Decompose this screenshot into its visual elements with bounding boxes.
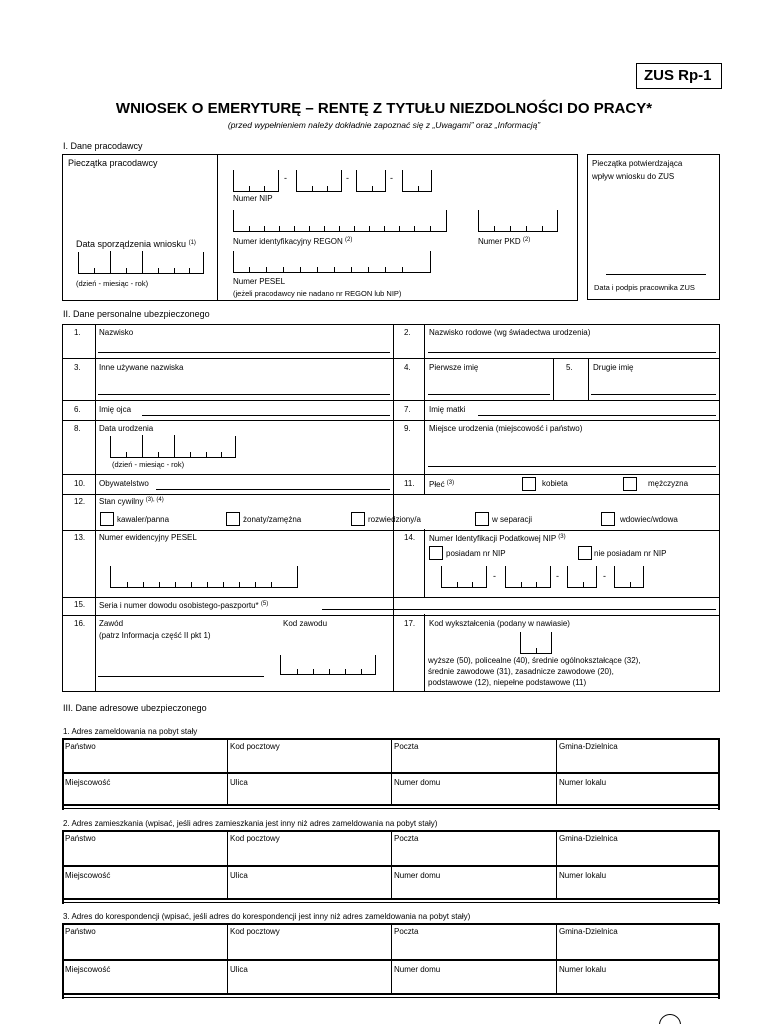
addr2-country-label: Państwo [65,834,96,843]
f12-label-text: Stan cywilny [99,497,144,506]
f4-num: 4. [404,363,411,372]
employer-nip-comb-1[interactable] [233,170,279,192]
f8-format: (dzień - miesiąc - rok) [112,460,185,469]
row-line [62,615,720,616]
addr2-city-label: Miejscowość [65,871,111,880]
checkbox-no-nip[interactable] [578,546,592,560]
row-line [62,597,720,598]
employer-nip-comb-3[interactable] [356,170,386,192]
addr1-title: 1. Adres zameldowania na pobyt stały [63,727,198,736]
label-male: mężczyzna [648,479,689,488]
label-separated: w separacji [492,515,533,524]
f10-label: Obywatelstwo [99,479,149,488]
checkbox-female[interactable] [522,477,536,491]
addr3-post-label: Poczta [394,927,419,936]
address-block-2 [62,830,720,904]
f1-num: 1. [74,328,81,337]
insured-nip-comb-2[interactable] [505,566,551,588]
f2-label: Nazwisko rodowe (wg świadectwa urodzenia) [429,328,591,337]
f6-input-line[interactable] [142,415,390,416]
birth-date-comb[interactable] [110,436,236,458]
zus-sign-line [606,274,706,275]
f15-note: (5) [260,601,269,607]
f8-label: Data urodzenia [99,424,154,433]
zus-stamp-label-1: Pieczątka potwierdzająca [592,159,683,168]
page-corner-circle [659,1014,681,1024]
f15-mask [394,598,425,614]
pkd-label-text: Numer PKD [478,237,521,246]
addr1-street-label: Ulica [230,778,248,787]
addr1-flat-label: Numer lokalu [559,778,607,787]
f10-num: 10. [74,479,86,488]
f13-num: 13. [74,533,86,542]
f4-input-line[interactable] [428,394,550,395]
f13-label: Numer ewidencyjny PESEL [99,533,197,542]
section1-heading: I. Dane pracodawcy [63,141,143,151]
checkbox-separated[interactable] [475,512,489,526]
f17-line2: średnie zawodowe (31), zasadnicze zawodowe (20), [428,667,614,676]
f11-label [429,480,454,489]
addr2-post-label: Poczta [394,834,419,843]
checkbox-male[interactable] [623,477,637,491]
f5-num: 5. [566,363,573,372]
employer-pesel-label: Numer PESEL [233,277,286,286]
addr1-gmina-label: Gmina-Dzielnica [559,742,618,751]
addr3-flat-label: Numer lokalu [559,965,607,974]
addr3-city-label: Miejscowość [65,965,111,974]
f1-label: Nazwisko [99,328,134,337]
addr1-country-label: Państwo [65,742,96,751]
checkbox-widowed[interactable] [601,512,615,526]
row-line [62,420,720,421]
f17-num: 17. [404,619,416,628]
f9-num: 9. [404,424,411,433]
f11-label-text: Płeć [429,480,445,489]
row-line [62,358,720,359]
addr2-gmina-label: Gmina-Dzielnica [559,834,618,843]
label-no-nip: nie posiadam nr NIP [594,549,667,558]
insured-nip-comb-3[interactable] [567,566,597,588]
f2-input-line[interactable] [428,352,716,353]
insured-nip-comb-1[interactable] [441,566,487,588]
education-code-comb[interactable] [520,632,552,654]
nip-dash: - [556,571,559,581]
addr2-street-label: Ulica [230,871,248,880]
row-line [62,530,720,531]
request-date-format: (dzień - miesiąc - rok) [76,279,149,288]
f16-code-label: Kod zawodu [283,619,328,628]
addr3-house-label: Numer domu [394,965,441,974]
addr1-house-label: Numer domu [394,778,441,787]
employer-nip-comb-2[interactable] [296,170,342,192]
f16-num: 16. [74,619,86,628]
regon-note: (2) [345,237,353,243]
f5-label: Drugie imię [593,363,634,372]
f11-num: 11. [404,479,415,488]
page-title: WNIOSEK O EMERYTURĘ – RENTĘ Z TYTUŁU NIEZDOLNOŚCI DO PRACY* [115,100,653,117]
pkd-note: (2) [522,237,531,243]
label-divorced: rozwiedziony/a [368,515,421,524]
section2-heading: II. Dane personalne ubezpieczonego [63,309,210,319]
addr2-postal-label: Kod pocztowy [230,834,280,843]
f16-label: Zawód [99,619,124,628]
checkbox-divorced[interactable] [351,512,365,526]
form-code: ZUS Rp-1 [644,67,712,84]
f5-num-divider [588,358,589,400]
nip-dash: - [493,571,496,581]
f11-note: (3) [446,480,455,486]
addr3-title: 3. Adres do korespondencji (wpisać, jeśli adres do korespondencji jest inny niż adres zameldowania na pobyt stały) [63,912,471,921]
f15-label [99,601,268,610]
f12-note: (3), (4) [145,497,164,503]
f14-label [429,534,566,543]
f15-num: 15. [74,600,86,609]
f12-num: 12. [74,497,86,506]
nip-dash: - [603,571,606,581]
regon-comb[interactable] [233,210,447,232]
addr3-country-label: Państwo [65,927,96,936]
label-has-nip: posiadam nr NIP [446,549,506,558]
addr3-street-label: Ulica [230,965,248,974]
f7-input-line[interactable] [478,415,716,416]
addr3-gmina-label: Gmina-Dzielnica [559,927,618,936]
f7-num: 7. [404,405,411,414]
f16-sub: (patrz Informacja część II pkt 1) [99,631,211,640]
f16-input-line[interactable] [98,676,264,677]
pkd-label [478,237,530,246]
checkbox-has-nip[interactable] [429,546,443,560]
f12-label [99,497,164,506]
employer-pesel-comb[interactable] [233,251,431,273]
request-date-comb[interactable] [78,252,204,274]
f4-label: Pierwsze imię [429,363,479,372]
nip-dash: - [390,173,393,183]
employer-nip-comb-4[interactable] [402,170,432,192]
address-block-1 [62,738,720,810]
f6-num: 6. [74,405,81,414]
section3-heading: III. Dane adresowe ubezpieczonego [63,703,207,713]
employer-nip-label: Numer NIP [233,194,273,203]
f8-num: 8. [74,424,81,433]
zus-stamp-label-2: wpływ wniosku do ZUS [592,172,675,181]
nip-dash: - [346,173,349,183]
checkbox-single[interactable] [100,512,114,526]
f5-input-line[interactable] [591,394,716,395]
f3-label: Inne używane nazwiska [99,363,184,372]
addr2-title: 2. Adres zamieszkania (wpisać, jeśli adres zamieszkania jest inny niż adres zameldowania na pobyt stały) [63,819,438,828]
addr2-flat-label: Numer lokalu [559,871,607,880]
request-date-label [76,240,196,249]
addr1-postal-label: Kod pocztowy [230,742,280,751]
col-num-divider [95,324,96,692]
f14-label-text: Numer Identyfikacji Podatkowej NIP [429,534,557,543]
row-line [62,474,720,475]
f2-num: 2. [404,328,411,337]
pesel-comb[interactable] [110,566,298,588]
employer-stamp-label: Pieczątka pracodawcy [68,158,158,168]
f7-label: Imię matki [429,405,466,414]
addr2-house-label: Numer domu [394,871,441,880]
nip-dash: - [284,173,287,183]
f5-divider [553,358,554,400]
request-date-note: (1) [188,240,196,246]
f10-input-line[interactable] [156,489,390,490]
addr1-post-label: Poczta [394,742,419,751]
addr1-city-label: Miejscowość [65,778,111,787]
f1-input-line[interactable] [98,352,390,353]
employer-pesel-note: (jeżeli pracodawcy nie nadano nr REGON lub NIP) [233,289,402,298]
f9-input-line[interactable] [428,466,716,467]
f14-note: (3) [558,534,566,540]
f17-label: Kod wykształcenia (podany w nawiasie) [429,619,570,628]
regon-label-text: Numer identyfikacyjny REGON [233,237,343,246]
f3-input-line[interactable] [98,394,390,395]
f17-line1: wyższe (50), policealne (40), średnie ogólnokształcące (32), [428,656,641,665]
f15-input-line[interactable] [322,609,716,610]
f15-label-text: Seria i numer dowodu osobistego-paszportu* [99,601,259,610]
employer-divider [217,154,218,301]
f17-line3: podstawowe (12), niepełne podstawowe (11) [428,678,587,687]
row-line [62,494,720,495]
f14-num: 14. [404,533,416,542]
zus-sign-label: Data i podpis pracownika ZUS [594,283,695,292]
page-subtitle: (przed wypełnieniem należy dokładnie zapoznać się z „Uwagami” oraz „Informacją” [227,120,541,130]
f6-label: Imię ojca [99,405,132,414]
row-line [62,400,720,401]
label-married: żonaty/zamężna [243,515,302,524]
label-female: kobieta [542,479,568,488]
regon-label [233,237,352,246]
pkd-comb[interactable] [478,210,558,232]
checkbox-married[interactable] [226,512,240,526]
label-single: kawaler/panna [117,515,170,524]
label-widowed: wdowiec/wdowa [620,515,678,524]
address-block-3 [62,923,720,999]
addr3-postal-label: Kod pocztowy [230,927,280,936]
occupation-code-comb[interactable] [280,655,376,675]
request-date-label-text: Data sporządzenia wniosku [76,239,187,249]
f9-label: Miejsce urodzenia (miejscowość i państwo) [429,424,583,433]
insured-nip-comb-4[interactable] [614,566,644,588]
f3-num: 3. [74,363,81,372]
